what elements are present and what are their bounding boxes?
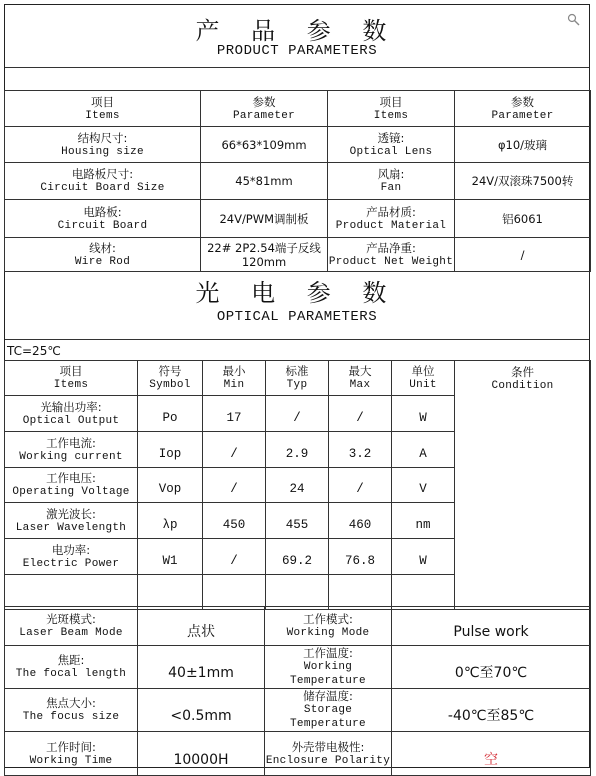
unit-cell: V (392, 468, 455, 503)
min-cell: 17 (203, 396, 266, 432)
header-condition: 条件 Condition (455, 361, 591, 610)
tc-condition: TC=25℃ (7, 344, 61, 358)
unit-cell: nm (392, 503, 455, 539)
label-focal-length: 焦距: The focal length (5, 646, 138, 689)
header-item: 项目 Items (328, 91, 455, 127)
header-min: 最小 Min (203, 361, 266, 396)
header-max: 最大 Max (329, 361, 392, 396)
value-storage-temperature: -40℃至85℃ (392, 689, 591, 732)
typ-cell: 69.2 (266, 539, 329, 575)
table-row (5, 732, 591, 776)
unit-cell: W (392, 396, 455, 432)
label-net-weight: 产品净重: Product Net Weight (328, 238, 455, 272)
max-cell: / (329, 468, 392, 503)
typ-cell: 24 (266, 468, 329, 503)
label-working-temperature: 工作温度: Working Temperature (265, 646, 392, 689)
label-electric-power: 电功率: Electric Power (5, 539, 138, 575)
label-working-time: 工作时间: Working Time (5, 732, 138, 776)
header-parameter: 参数 Parameter (201, 91, 328, 127)
label-optical-lens: 透镜: Optical Lens (328, 127, 455, 163)
min-cell: / (203, 539, 266, 575)
tc-strip (5, 339, 589, 361)
label-wire-rod: 线材: Wire Rod (5, 238, 201, 272)
table-row (5, 607, 591, 646)
label-circuit-board: 电路板: Circuit Board (5, 200, 201, 238)
value-product-material: 铝6061 (455, 200, 591, 238)
value-net-weight: / (455, 238, 591, 272)
value-wire-rod: 22# 2P2.54端子反线 120mm (201, 238, 328, 272)
symbol-cell: λp (138, 503, 203, 539)
header-unit: 单位 Unit (392, 361, 455, 396)
table-row (5, 689, 591, 732)
optical-table (4, 360, 591, 610)
max-cell: / (329, 396, 392, 432)
optical-header-row (5, 361, 591, 396)
label-laser-wavelength: 激光波长: Laser Wavelength (5, 503, 138, 539)
max-cell: 76.8 (329, 539, 392, 575)
min-cell: 450 (203, 503, 266, 539)
max-cell: 460 (329, 503, 392, 539)
spacer-strip (5, 67, 589, 91)
value-housing-size: 66*63*109mm (201, 127, 328, 163)
min-cell: / (203, 432, 266, 468)
product-title-en: PRODUCT PARAMETERS (216, 43, 378, 59)
label-product-material: 产品材质: Product Material (328, 200, 455, 238)
label-working-mode: 工作模式: Working Mode (265, 607, 392, 646)
symbol-cell: Iop (138, 432, 203, 468)
value-working-time: 10000H (138, 732, 265, 776)
value-enclosure-polarity: 空 (392, 732, 591, 776)
product-header-row (5, 91, 591, 127)
product-title-zh: 产 品 参 数 (195, 17, 399, 45)
product-table (4, 90, 591, 272)
value-circuit-board-size: 45*81mm (201, 163, 328, 200)
symbol-cell: Po (138, 396, 203, 432)
extra-table (4, 606, 591, 776)
value-beam-mode: 点状 (138, 607, 265, 646)
optical-title-en: OPTICAL PARAMETERS (216, 309, 378, 325)
table-row (5, 127, 591, 163)
value-circuit-board: 24V/PWM调制板 (201, 200, 328, 238)
value-focus-size: <0.5mm (138, 689, 265, 732)
unit-cell: W (392, 539, 455, 575)
label-circuit-board-size: 电路板尺寸: Circuit Board Size (5, 163, 201, 200)
value-working-temperature: 0℃至70℃ (392, 646, 591, 689)
spec-sheet (4, 4, 590, 768)
unit-cell: A (392, 432, 455, 468)
min-cell: / (203, 468, 266, 503)
symbol-cell: Vop (138, 468, 203, 503)
value-optical-lens: φ10/玻璃 (455, 127, 591, 163)
label-beam-mode: 光斑模式: Laser Beam Mode (5, 607, 138, 646)
header-symbol: 符号 Symbol (138, 361, 203, 396)
table-row (5, 238, 591, 272)
header-typ: 标准 Typ (266, 361, 329, 396)
header-items: 项目 Items (5, 361, 138, 396)
table-row (5, 646, 591, 689)
label-focus-size: 焦点大小: The focus size (5, 689, 138, 732)
label-optical-output: 光输出功率: Optical Output (5, 396, 138, 432)
header-parameter: 参数 Parameter (455, 91, 591, 127)
typ-cell: 2.9 (266, 432, 329, 468)
optical-title-zh: 光 电 参 数 (195, 279, 399, 307)
label-working-current: 工作电流: Working current (5, 432, 138, 468)
value-working-mode: Pulse work (392, 607, 591, 646)
label-operating-voltage: 工作电压: Operating Voltage (5, 468, 138, 503)
symbol-cell: W1 (138, 539, 203, 575)
header-item: 项目 Items (5, 91, 201, 127)
max-cell: 3.2 (329, 432, 392, 468)
typ-cell: 455 (266, 503, 329, 539)
label-fan: 风扇: Fan (328, 163, 455, 200)
label-housing-size: 结构尺寸: Housing size (5, 127, 201, 163)
typ-cell: / (266, 396, 329, 432)
label-enclosure-polarity: 外壳带电极性: Enclosure Polarity (265, 732, 392, 776)
table-row (5, 200, 591, 238)
table-row (5, 163, 591, 200)
value-focal-length: 40±1mm (138, 646, 265, 689)
label-storage-temperature: 储存温度: Storage Temperature (265, 689, 392, 732)
value-fan: 24V/双滚珠7500转 (455, 163, 591, 200)
